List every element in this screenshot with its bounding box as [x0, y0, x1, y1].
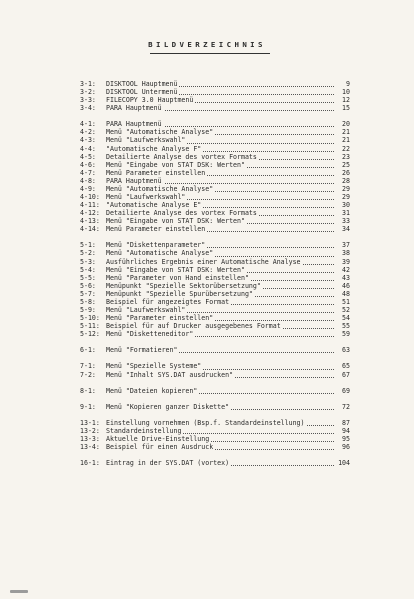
figure-entry — [80, 209, 350, 217]
figure-title-wrap — [106, 266, 247, 274]
figure-group — [80, 346, 350, 354]
figure-number: 5-10: — [80, 314, 100, 323]
figure-group — [80, 362, 350, 378]
scan-mark — [10, 590, 28, 593]
figure-entry — [80, 387, 350, 395]
figure-title-wrap — [106, 298, 231, 306]
figure-number: 3-2: — [80, 88, 96, 97]
figure-title: Menü "Eingabe von STAT DSK: Werten" — [106, 265, 245, 274]
figure-entry — [80, 290, 350, 298]
page-number: 94 — [342, 426, 350, 435]
page-number: 12 — [342, 96, 350, 105]
figure-title-wrap — [106, 120, 164, 128]
figure-title: Menü "Diskettenparameter" — [106, 241, 206, 250]
figure-title: Menüpunkt "Spezielle Sektorübersetzung" — [106, 281, 261, 290]
figure-number: 4-5: — [80, 152, 96, 161]
figure-entry — [80, 120, 350, 128]
figure-entry — [80, 306, 350, 314]
figure-index-list — [80, 80, 350, 475]
figure-title: Einstellung vornehmen (Bsp.f. Standardeinstellung) — [106, 418, 305, 427]
figure-title-wrap — [106, 290, 255, 298]
figure-title: Beispiel für angezeigtes Format — [106, 297, 230, 306]
figure-title-wrap — [106, 306, 187, 314]
figure-title-wrap — [106, 274, 251, 282]
page-number: 95 — [342, 434, 350, 443]
page-number: 29 — [342, 184, 350, 193]
figure-number: 5-5: — [80, 273, 96, 282]
figure-entry — [80, 362, 350, 370]
figure-title: Menü "Parameter von Hand einstellen" — [106, 273, 249, 282]
figure-title-wrap — [106, 249, 215, 257]
figure-title-wrap — [106, 314, 215, 322]
page-number: 42 — [342, 265, 350, 274]
figure-title-wrap — [106, 459, 231, 467]
page-number: 37 — [342, 241, 350, 250]
figure-title-wrap — [106, 161, 247, 169]
figure-title-wrap — [106, 362, 203, 370]
figure-entry — [80, 161, 350, 169]
figure-number: 4-6: — [80, 160, 96, 169]
figure-title-wrap — [106, 330, 195, 338]
figure-title: Menü "Automatische Analyse" — [106, 249, 214, 258]
figure-title: Menü "Parameter einstellen" — [106, 314, 214, 323]
figure-title-wrap — [106, 136, 187, 144]
figure-group — [80, 80, 350, 112]
figure-number: 4-14: — [80, 225, 100, 234]
figure-title: DISKTOOL Hauptmenü — [106, 80, 178, 88]
page-number: 51 — [342, 297, 350, 306]
figure-title-wrap — [106, 282, 263, 290]
figure-number: 4-2: — [80, 128, 96, 137]
figure-entry — [80, 88, 350, 96]
figure-entry — [80, 266, 350, 274]
page-number: 43 — [342, 273, 350, 282]
page-number: 34 — [342, 225, 350, 234]
figure-title: "Automatische Analyse E" — [106, 201, 202, 210]
page-number: 33 — [342, 217, 350, 226]
page-title: BILDVERZEICHNIS — [148, 40, 266, 49]
page-number: 29 — [342, 193, 350, 202]
page-number: 54 — [342, 314, 350, 323]
figure-number: 16-1: — [80, 459, 100, 468]
figure-number: 7-1: — [80, 362, 96, 371]
figure-title: Detailierte Analyse des vortex Formats — [106, 209, 257, 218]
page-number: 65 — [342, 362, 350, 371]
figure-number: 5-9: — [80, 306, 96, 315]
figure-title-wrap — [106, 322, 283, 330]
figure-entry — [80, 169, 350, 177]
page-number: 72 — [342, 402, 350, 411]
figure-entry — [80, 201, 350, 209]
figure-title: Menü "Laufwerkswahl" — [106, 306, 186, 315]
page-number: 25 — [342, 160, 350, 169]
figure-number: 5-4: — [80, 265, 96, 274]
figure-title-wrap — [106, 427, 183, 435]
figure-group — [80, 241, 350, 338]
figure-title-wrap — [106, 225, 207, 233]
page-number: 23 — [342, 152, 350, 161]
page-number: 20 — [342, 120, 350, 129]
figure-entry — [80, 346, 350, 354]
figure-title-wrap — [106, 96, 195, 104]
page-number: 87 — [342, 418, 350, 427]
figure-title-wrap — [106, 387, 199, 395]
figure-title: Ausführliches Ergebnis einer Automatische Analyse — [106, 257, 301, 266]
figure-number: 5-6: — [80, 281, 96, 290]
figure-title: FILECOPY 3.0 Hauptmenü — [106, 96, 194, 105]
page-number: 63 — [342, 346, 350, 355]
figure-title: Menü "Eingabe von STAT DSK: Werten" — [106, 160, 245, 169]
page-number: 67 — [342, 370, 350, 379]
figure-title: Menü Parameter einstellen — [106, 168, 206, 177]
figure-title-wrap — [106, 443, 215, 451]
page-number: 39 — [342, 257, 350, 266]
figure-title-wrap — [106, 371, 235, 379]
figure-number: 13-3: — [80, 434, 100, 443]
page-number: 96 — [342, 442, 350, 451]
figure-entry — [80, 153, 350, 161]
figure-title: Menü "Dateien kopieren" — [106, 386, 198, 395]
figure-title-wrap — [106, 435, 211, 443]
figure-entry — [80, 80, 350, 88]
figure-title: Eintrag in der SYS.DAT (vortex) — [106, 459, 230, 468]
figure-number: 13-4: — [80, 442, 100, 451]
figure-number: 13-1: — [80, 418, 100, 427]
figure-number: 3-4: — [80, 104, 96, 113]
page-number: 9 — [346, 80, 350, 88]
figure-entry — [80, 282, 350, 290]
figure-number: 13-2: — [80, 426, 100, 435]
figure-number: 5-3: — [80, 257, 96, 266]
figure-title: PARA Hauptmenü — [106, 120, 162, 129]
figure-title-wrap — [106, 128, 215, 136]
figure-entry — [80, 193, 350, 201]
figure-title-wrap — [106, 201, 203, 209]
figure-group — [80, 403, 350, 411]
page-number: 55 — [342, 322, 350, 331]
figure-title-wrap — [106, 258, 303, 266]
page-number: 22 — [342, 144, 350, 153]
figure-entry — [80, 128, 350, 136]
figure-group — [80, 120, 350, 233]
figure-entry — [80, 274, 350, 282]
figure-number: 3-3: — [80, 96, 96, 105]
figure-title: Menüpunkt "Spezielle Spurübersetzung" — [106, 289, 253, 298]
figure-title: DISKTOOL Untermenü — [106, 88, 178, 97]
figure-title: Detailierte Analyse des vortex Formats — [106, 152, 257, 161]
figure-number: 5-2: — [80, 249, 96, 258]
figure-number: 9-1: — [80, 402, 96, 411]
figure-number: 4-8: — [80, 176, 96, 185]
page-number: 28 — [342, 176, 350, 185]
figure-title: Menü "Inhalt SYS.DAT ausdrucken" — [106, 370, 234, 379]
figure-number: 4-3: — [80, 136, 96, 145]
figure-entry — [80, 322, 350, 330]
figure-group — [80, 387, 350, 395]
figure-title: Menü "Eingabe von STAT DSK: Werten" — [106, 217, 245, 226]
figure-title: Standardeinstellung — [106, 426, 182, 435]
figure-number: 4-9: — [80, 184, 96, 193]
page-number: 21 — [342, 128, 350, 137]
figure-entry — [80, 443, 350, 451]
figure-title-wrap — [106, 185, 215, 193]
figure-number: 4-10: — [80, 193, 100, 202]
figure-entry — [80, 459, 350, 467]
figure-entry — [80, 298, 350, 306]
figure-title-wrap — [106, 177, 164, 185]
figure-title: Beispiel für einen Ausdruck — [106, 442, 214, 451]
figure-title-wrap — [106, 209, 259, 217]
figure-entry — [80, 419, 350, 427]
figure-title-wrap — [106, 145, 203, 153]
page-number: 52 — [342, 306, 350, 315]
figure-title-wrap — [106, 241, 207, 249]
figure-entry — [80, 96, 350, 104]
figure-entry — [80, 258, 350, 266]
figure-title-wrap — [106, 193, 187, 201]
figure-group — [80, 459, 350, 467]
page-number: 30 — [342, 201, 350, 210]
page-number: 26 — [342, 168, 350, 177]
figure-number: 5-1: — [80, 241, 96, 250]
page-number: 69 — [342, 386, 350, 395]
figure-title-wrap — [106, 217, 247, 225]
figure-title-wrap — [106, 403, 231, 411]
figure-title-wrap — [106, 104, 164, 112]
figure-number: 5-7: — [80, 289, 96, 298]
figure-title: Menü "Disketteneditor" — [106, 330, 194, 339]
figure-entry — [80, 371, 350, 379]
figure-entry — [80, 225, 350, 233]
figure-title-wrap — [106, 153, 259, 161]
figure-title: PARA Hauptmenü — [106, 104, 162, 113]
figure-title-wrap — [106, 169, 207, 177]
figure-title: Menü "Spezielle Systeme" — [106, 362, 202, 371]
figure-entry — [80, 249, 350, 257]
figure-entry — [80, 145, 350, 153]
page-number: 31 — [342, 209, 350, 218]
figure-number: 4-7: — [80, 168, 96, 177]
page-number: 104 — [338, 459, 350, 468]
figure-group — [80, 419, 350, 451]
figure-entry — [80, 136, 350, 144]
figure-title-wrap — [106, 346, 179, 354]
figure-number: 6-1: — [80, 346, 96, 355]
figure-title: Menü "Kopieren ganzer Diskette" — [106, 402, 230, 411]
figure-entry — [80, 217, 350, 225]
figure-number: 5-8: — [80, 297, 96, 306]
figure-title: Menü "Automatische Analyse" — [106, 184, 214, 193]
figure-entry — [80, 177, 350, 185]
figure-title: Beispiel für auf Drucker ausgegebenes Format — [106, 322, 281, 331]
page-number: 48 — [342, 289, 350, 298]
figure-number: 4-13: — [80, 217, 100, 226]
figure-entry — [80, 330, 350, 338]
figure-title: Menü "Automatische Analyse" — [106, 128, 214, 137]
figure-title-wrap — [106, 419, 307, 427]
page-number: 46 — [342, 281, 350, 290]
figure-entry — [80, 403, 350, 411]
figure-number: 3-1: — [80, 80, 96, 88]
figure-number: 5-11: — [80, 322, 100, 331]
figure-title: Menü "Formatieren" — [106, 346, 178, 355]
title-underline — [150, 53, 270, 54]
figure-number: 4-4: — [80, 144, 96, 153]
figure-number: 4-1: — [80, 120, 96, 129]
page-number: 15 — [342, 104, 350, 113]
figure-entry — [80, 435, 350, 443]
figure-title: "Automatische Analyse F" — [106, 144, 202, 153]
figure-title: Aktuelle Drive-Einstellung — [106, 434, 210, 443]
figure-entry — [80, 427, 350, 435]
page-number: 10 — [342, 88, 350, 97]
figure-title: PARA Hauptmenü — [106, 176, 162, 185]
figure-number: 7-2: — [80, 370, 96, 379]
figure-title-wrap — [106, 80, 179, 88]
page-number: 21 — [342, 136, 350, 145]
figure-title: Menü "Laufwerkswahl" — [106, 193, 186, 202]
figure-title: Menü Parameter einstellen — [106, 225, 206, 234]
figure-number: 5-12: — [80, 330, 100, 339]
figure-number: 4-11: — [80, 201, 100, 210]
figure-entry — [80, 314, 350, 322]
figure-number: 8-1: — [80, 386, 96, 395]
figure-entry — [80, 104, 350, 112]
page-number: 38 — [342, 249, 350, 258]
figure-entry — [80, 241, 350, 249]
figure-title-wrap — [106, 88, 179, 96]
page-number: 59 — [342, 330, 350, 339]
figure-title: Menü "Laufwerkswahl" — [106, 136, 186, 145]
figure-entry — [80, 185, 350, 193]
figure-number: 4-12: — [80, 209, 100, 218]
